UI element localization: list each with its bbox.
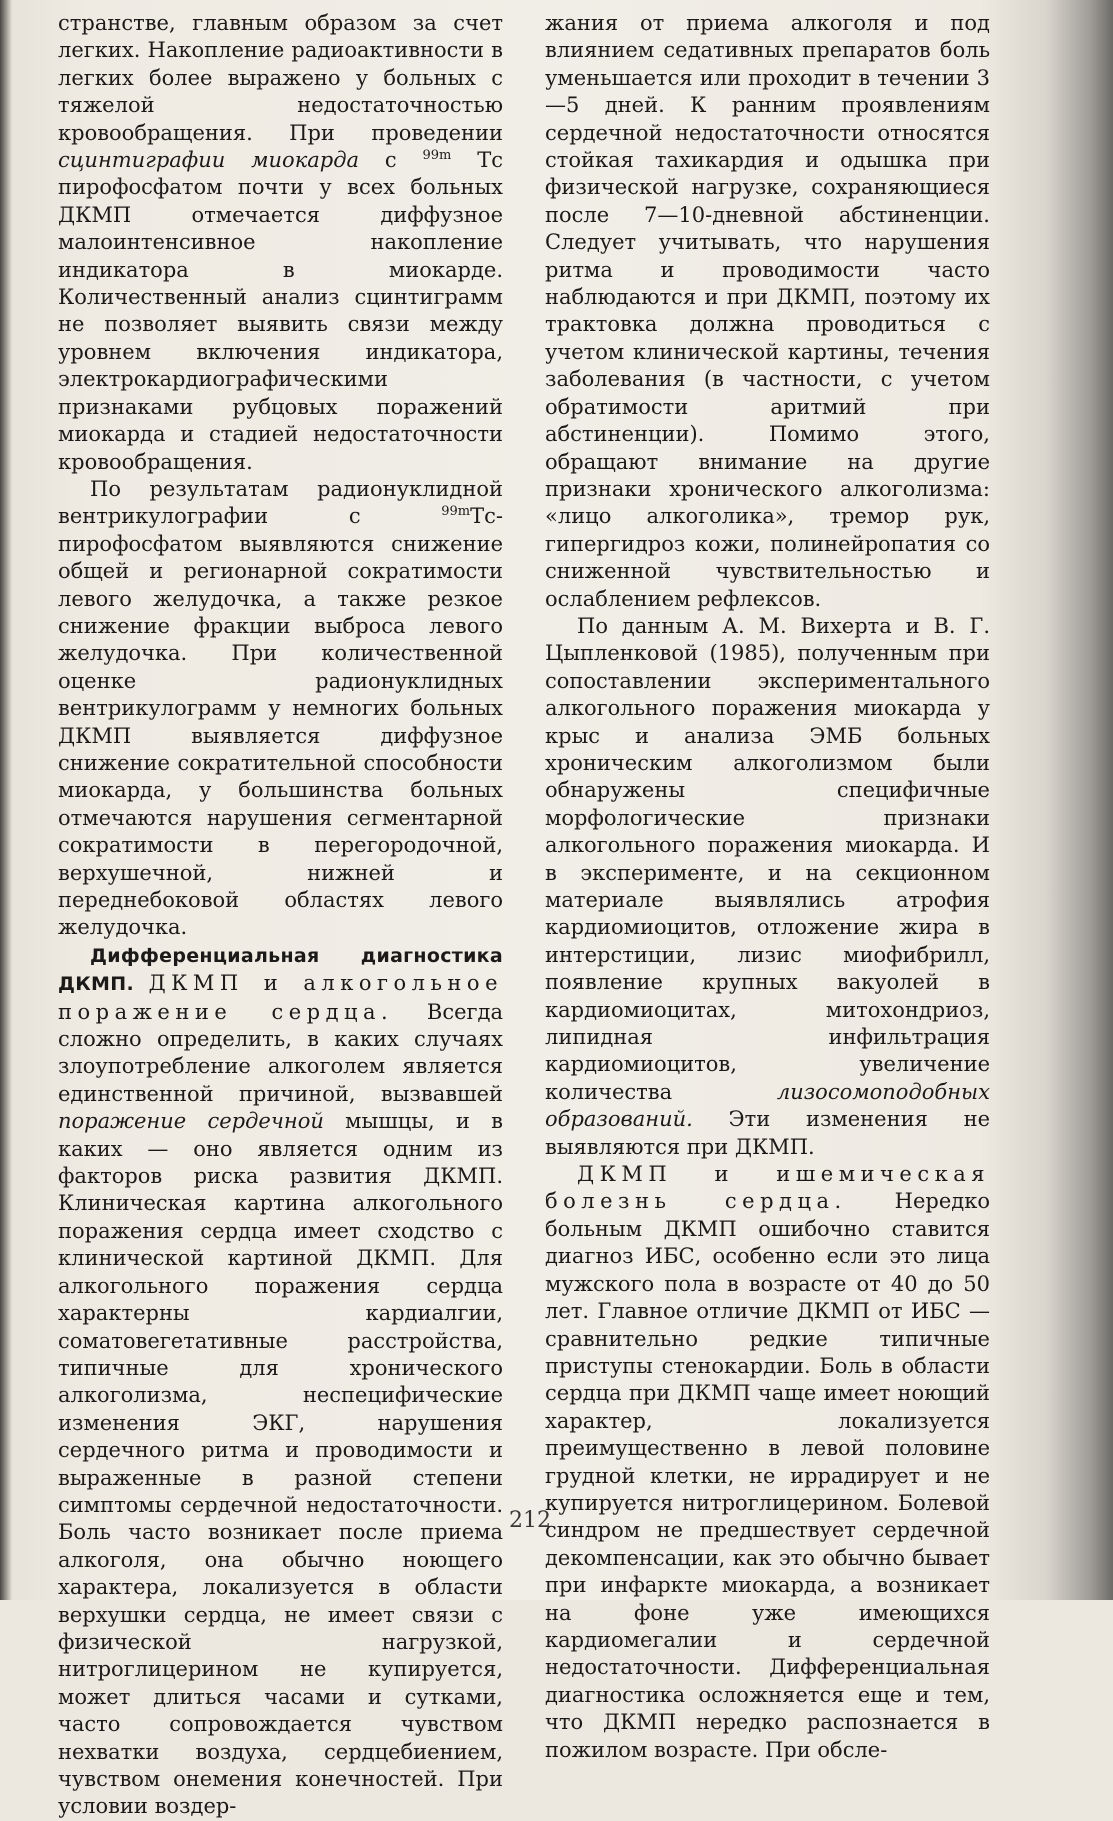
paragraph <box>545 10 990 613</box>
isotope-superscript: 99m <box>441 504 471 520</box>
section-heading: Дифференциальная диагностика ДКМП. <box>58 944 503 996</box>
right-column <box>545 10 990 1764</box>
paragraph-text: Всегда сложно определить, в каких случаях злоупотребление алкоголем является единственной причиной, вызвавшей <box>58 999 503 1106</box>
paragraph-text: Нередко больным ДКМП ошибочно ставится диагноз ИБС, особенно если это лица мужского пола в возрасте от 40 до 50 лет. Главное отличие ДКМП от ИБС — сравнительно редкие типичные приступы стенокардии. Боль в области сердца при ДКМП чаще имеет ноющий характер, локализуется преимущественно в левой половине грудной клетки, не иррадирует и не купируется нитроглицерином. Болевой синдром не предшествует сердечной декомпенсации, как это обычно бывает при инфаркте миокарда, а возникает на фоне уже имеющихся кардиомегалии и сердечной недостаточности. Дифференциальная диагностика осложняется еще и тем, что ДКМП нередко распознается в пожилом возрасте. При обсле- <box>545 1189 990 1762</box>
left-column <box>58 10 503 1821</box>
italic-term: сцинтиграфии миокарда <box>58 148 360 173</box>
paragraph-text: По результатам радионуклидной вентрикулографии с <box>58 476 503 529</box>
paragraph <box>545 1161 990 1764</box>
paragraph-text: Тс-пирофосфатом выявляются снижение общей и регионарной сократимости левого желудочка, а также резкое снижение фракции выброса левого желудочка. При количественной оценке радионуклидных вентрикулограмм у немногих больных ДКМП выявляется диффузное снижение сократительной способности миокарда, у большинства больных отмечаются нарушения сегментарной сократимости в перегородочной, верхушечной, нижней и переднебоковой областях левого желудочка. <box>58 504 503 940</box>
paragraph <box>58 942 503 1821</box>
italic-term: лизосомоподобных образований. <box>545 1079 990 1132</box>
paragraph-text: По данным А. М. Вихерта и В. Г. Цыпленковой (1985), полученным при сопоставлении экспериментального алкогольного поражения миокарда у крыс и анализа ЭМБ больных хроническим алкоголизмом были обнаружены специфичные морфологические признаки алкогольного поражения миокарда. И в эксперименте, и на секционном материале выявлялись атрофия кардиомиоцитов, отложение жира в интерстиции, лизис миофибрилл, появление крупных вакуолей в кардиомиоцитах, митохондриоз, липидная инфильтрация кардиомиоцитов, увеличение количества <box>545 613 990 1104</box>
paragraph <box>58 476 503 942</box>
isotope-superscript: 99m <box>422 148 452 164</box>
paragraph <box>545 613 990 1161</box>
paragraph-text: с <box>359 148 423 173</box>
paragraph-text: странстве, главным образом за счет легких. Накопление радиоактивности в легких более выражено у больных с тяжелой недостаточностью кровообращения. При проведении <box>58 11 503 145</box>
paragraph-text: жания от приема алкоголя и под влиянием седативных препаратов боль уменьшается или проходит в течении 3—5 дней. К ранним проявлениям сердечной недостаточности относятся стойкая тахикардия и одышка при физической нагрузке, сохраняющиеся после 7—10-дневной абстиненции. Следует учитывать, что нарушения ритма и проводимости часто наблюдаются и при ДКМП, поэтому их трактовка должна проводиться с учетом клинической картины, течения заболевания (в частности, с учетом обратимости аритмий при абстиненции). Помимо этого, обращают внимание на другие признаки хронического алкоголизма: «лицо алкоголика», тремор рук, гипергидроз кожи, полинейропатия со сниженной чувствительностью и ослаблением рефлексов. <box>545 11 990 611</box>
page-number: 212 <box>509 1508 551 1533</box>
paragraph <box>58 10 503 476</box>
italic-term: поражение сердечной <box>58 1109 324 1134</box>
subsection-heading: ДКМП и ишемическая болезнь сердца. <box>545 1162 990 1214</box>
paragraph-text: мышцы, и в каких — оно является одним из факторов риска развития ДКМП. Клиническая картина алкогольного поражения сердца имеет сходство с клинической картиной ДКМП. Для алкогольного поражения сердца характерны кардиалгии, соматовегетативные расстройства, типичные для хронического алкоголизма, неспецифические изменения ЭКГ, нарушения сердечного ритма и проводимости и выраженные в разной степени симптомы сердечной недостаточности. Боль часто возникает после приема алкоголя, она обычно ноющего характера, локализуется в области верхушки сердца, не имеет связи с физической нагрузкой, нитроглицерином не купируется, может длиться часами и сутками, часто сопровождается чувством нехватки воздуха, сердцебиением, чувством онемения конечностей. При условии воздер- <box>58 1109 504 1819</box>
subsection-heading: ДКМП и алкогольное поражение сердца. <box>58 971 503 1024</box>
paragraph-text: Эти изменения не выявляются при ДКМП. <box>545 1107 990 1159</box>
paragraph-text: Тс пирофосфатом почти у всех больных ДКМП отмечается диффузное малоинтенсивное накопление индикатора в миокарде. Количественный анализ сцинтиграмм не позволяет выявить связи между уровнем включения индикатора, электрокардиографическими признаками рубцовых поражений миокарда и стадией недостаточности кровообращения. <box>58 148 503 474</box>
